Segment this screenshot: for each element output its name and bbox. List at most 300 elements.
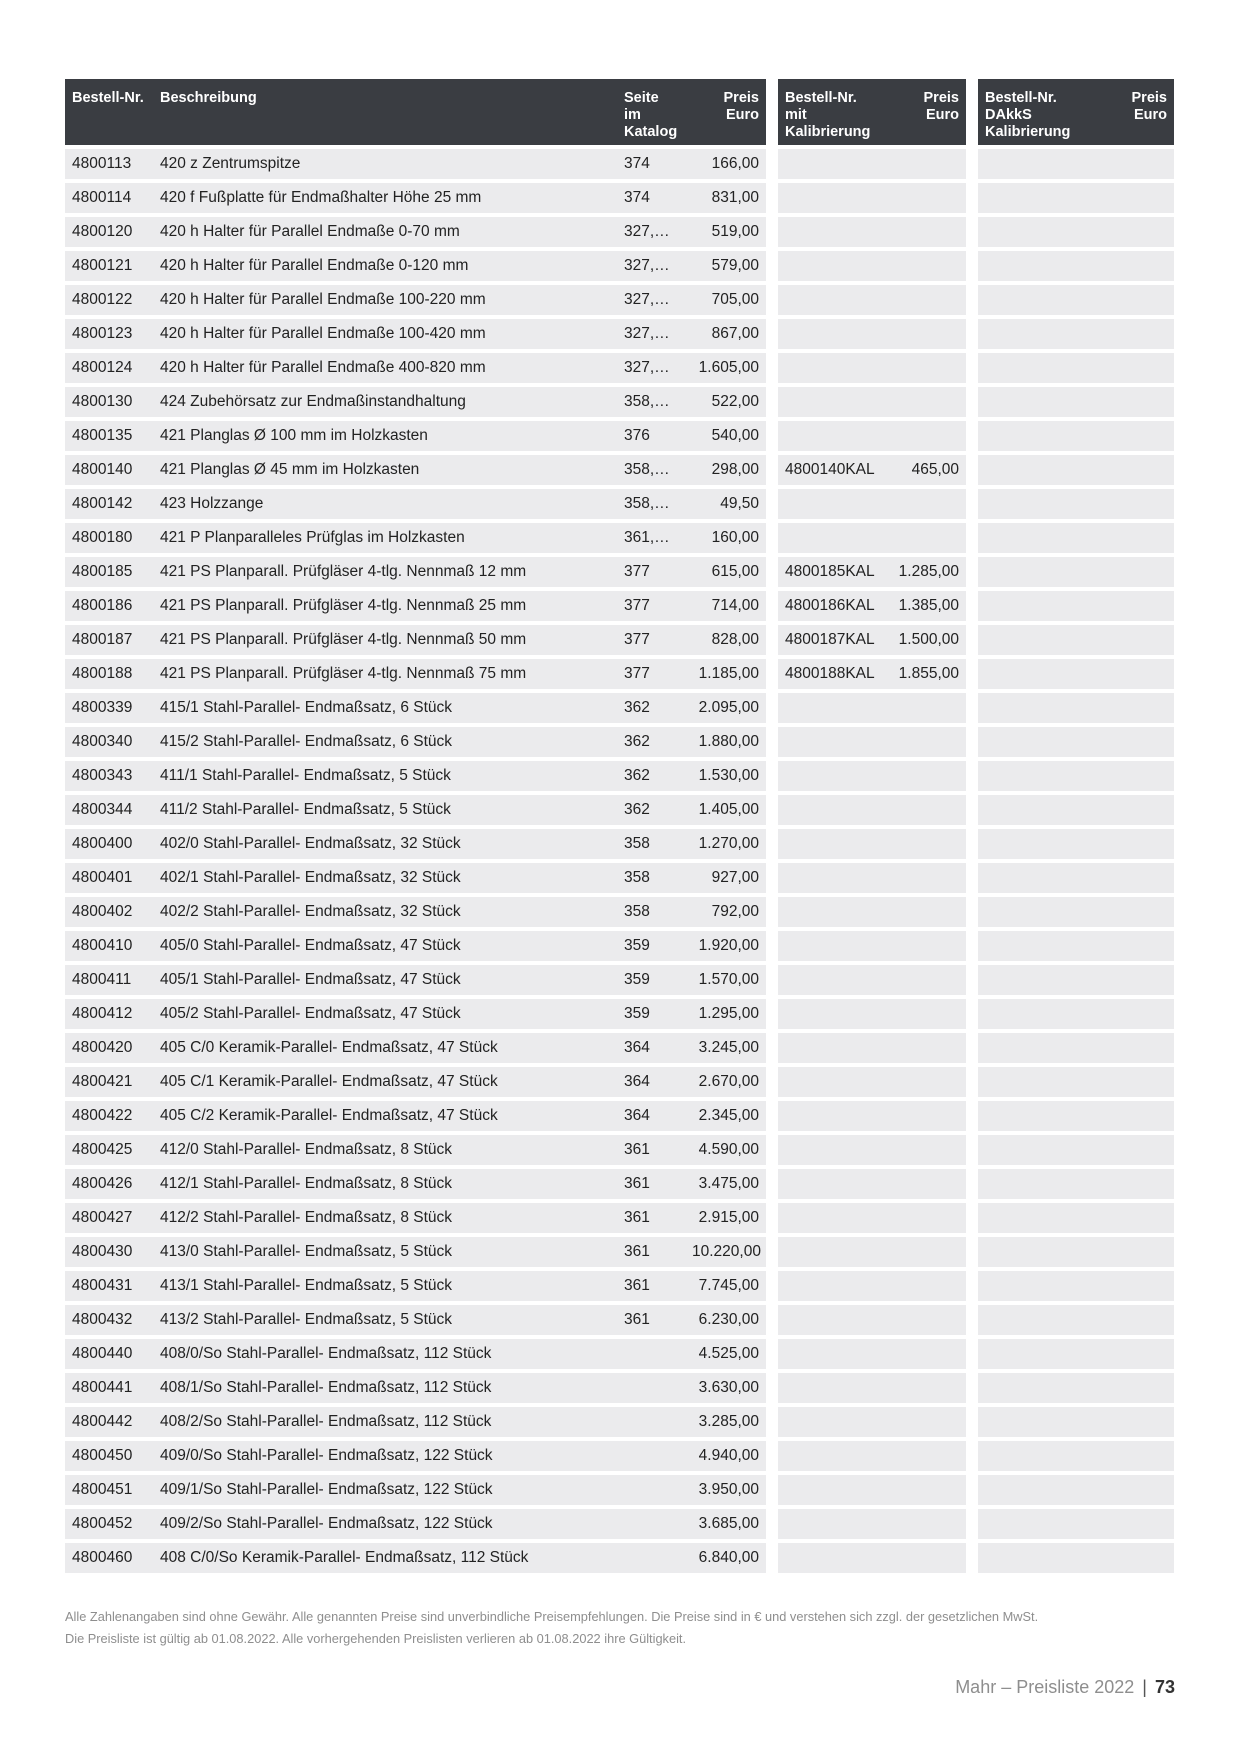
dakks-order-no-cell (978, 1441, 1118, 1471)
calibration-order-no-cell: 4800186KAL (778, 591, 890, 621)
description-cell: 412/2 Stahl-Parallel- Endmaßsatz, 8 Stück (153, 1203, 617, 1233)
dakks-order-no-cell (978, 1509, 1118, 1539)
price-cell: 615,00 (685, 557, 766, 587)
table-row (778, 285, 966, 315)
table-row (65, 285, 766, 315)
price-cell: 3.285,00 (685, 1407, 766, 1437)
calibration-price-cell (890, 1509, 966, 1539)
calibration-order-no-cell (778, 1373, 890, 1403)
table-row (978, 421, 1174, 451)
table-row (978, 1441, 1174, 1471)
description-cell: 421 Planglas Ø 100 mm im Holzkasten (153, 421, 617, 451)
calibration-order-no-cell (778, 1509, 890, 1539)
table-row (65, 387, 766, 417)
header-calibration-price: Preis Euro (890, 79, 966, 145)
description-cell: 421 Planglas Ø 45 mm im Holzkasten (153, 455, 617, 485)
order-no-cell: 4800401 (65, 863, 153, 893)
table-row (65, 897, 766, 927)
header-dakks-order-no: Bestell-Nr. DAkkS Kalibrierung (978, 79, 1118, 145)
calibration-order-no-cell (778, 1441, 890, 1471)
table-row (65, 931, 766, 961)
table-row (978, 455, 1174, 485)
dakks-order-no-cell (978, 659, 1118, 689)
table-row (778, 387, 966, 417)
catalog-page-cell: 376 (617, 421, 685, 451)
order-no-cell: 4800400 (65, 829, 153, 859)
dakks-price-cell (1118, 829, 1174, 859)
order-no-cell: 4800431 (65, 1271, 153, 1301)
calibration-order-no-cell (778, 1237, 890, 1267)
calibration-order-no-cell (778, 931, 890, 961)
table-row (778, 149, 966, 179)
calibration-price-cell (890, 1543, 966, 1573)
dakks-order-no-cell (978, 931, 1118, 961)
catalog-page-cell: 358,… (617, 455, 685, 485)
table-row (65, 761, 766, 791)
table-row (778, 1067, 966, 1097)
calibration-price-cell (890, 1067, 966, 1097)
table-row (778, 217, 966, 247)
order-no-cell: 4800441 (65, 1373, 153, 1403)
dakks-order-no-cell (978, 1067, 1118, 1097)
order-no-cell: 4800422 (65, 1101, 153, 1131)
table-row (978, 523, 1174, 553)
table-row (65, 149, 766, 179)
calibration-order-no-cell: 4800187KAL (778, 625, 890, 655)
description-cell: 420 h Halter für Parallel Endmaße 100-220 mm (153, 285, 617, 315)
calibration-price-cell (890, 1339, 966, 1369)
table-row (65, 1237, 766, 1267)
table-row (978, 149, 1174, 179)
price-cell: 828,00 (685, 625, 766, 655)
table-row (978, 251, 1174, 281)
table-row (978, 1373, 1174, 1403)
dakks-price-cell (1118, 1373, 1174, 1403)
table-row (65, 1373, 766, 1403)
price-cell: 4.525,00 (685, 1339, 766, 1369)
footnote-line-1: Alle Zahlenangaben sind ohne Gewähr. Alle genannten Preise sind unverbindliche Preisempfehlungen. Die Preise sind in € und verstehen sich zzgl. der gesetzlichen MwSt. (65, 1609, 1039, 1624)
dakks-price-cell (1118, 455, 1174, 485)
dakks-order-no-cell (978, 761, 1118, 791)
dakks-price-cell (1118, 1067, 1174, 1097)
description-cell: 402/0 Stahl-Parallel- Endmaßsatz, 32 Stück (153, 829, 617, 859)
description-cell: 420 h Halter für Parallel Endmaße 400-820 mm (153, 353, 617, 383)
table-row (65, 1203, 766, 1233)
calibration-price-table (778, 75, 966, 1577)
calibration-price-cell (890, 285, 966, 315)
catalog-page-cell: 327,… (617, 353, 685, 383)
order-no-cell: 4800450 (65, 1441, 153, 1471)
price-cell: 831,00 (685, 183, 766, 213)
calibration-order-no-cell (778, 965, 890, 995)
table-row (65, 421, 766, 451)
dakks-order-no-cell (978, 455, 1118, 485)
table-row (65, 1101, 766, 1131)
catalog-page-cell: 364 (617, 1033, 685, 1063)
calibration-price-cell (890, 387, 966, 417)
calibration-order-no-cell: 4800185KAL (778, 557, 890, 587)
dakks-order-no-cell (978, 727, 1118, 757)
calibration-order-no-cell (778, 1543, 890, 1573)
catalog-page-cell: 361 (617, 1237, 685, 1267)
price-cell: 1.405,00 (685, 795, 766, 825)
calibration-order-no-cell (778, 1101, 890, 1131)
price-cell: 867,00 (685, 319, 766, 349)
calibration-order-no-cell: 4800140KAL (778, 455, 890, 485)
order-no-cell: 4800343 (65, 761, 153, 791)
dakks-order-no-cell (978, 829, 1118, 859)
table-row (978, 1407, 1174, 1437)
catalog-page-cell: 374 (617, 183, 685, 213)
order-no-cell: 4800440 (65, 1339, 153, 1369)
price-cell: 1.920,00 (685, 931, 766, 961)
price-cell: 579,00 (685, 251, 766, 281)
header-description: Beschreibung (153, 79, 617, 145)
dakks-order-no-cell (978, 1169, 1118, 1199)
calibration-price-cell (890, 1271, 966, 1301)
dakks-price-cell (1118, 557, 1174, 587)
dakks-order-no-cell (978, 251, 1118, 281)
calibration-price-cell: 1.385,00 (890, 591, 966, 621)
price-cell: 160,00 (685, 523, 766, 553)
dakks-order-no-cell (978, 1339, 1118, 1369)
catalog-page-cell: 327,… (617, 217, 685, 247)
calibration-price-cell (890, 251, 966, 281)
table-row (978, 387, 1174, 417)
table-row (978, 1203, 1174, 1233)
header-calibration-order-no: Bestell-Nr. mit Kalibrierung (778, 79, 890, 145)
price-cell: 6.230,00 (685, 1305, 766, 1335)
catalog-page-cell: 362 (617, 693, 685, 723)
dakks-price-cell (1118, 1475, 1174, 1505)
calibration-price-cell (890, 795, 966, 825)
price-cell: 2.345,00 (685, 1101, 766, 1131)
catalog-page-cell: 327,… (617, 285, 685, 315)
table-row (978, 1271, 1174, 1301)
dakks-order-no-cell (978, 1101, 1118, 1131)
catalog-page-cell: 361 (617, 1169, 685, 1199)
calibration-price-cell (890, 931, 966, 961)
dakks-price-cell (1118, 897, 1174, 927)
calibration-price-cell (890, 1475, 966, 1505)
catalog-page-cell: 374 (617, 149, 685, 179)
calibration-order-no-cell (778, 353, 890, 383)
dakks-price-cell (1118, 625, 1174, 655)
order-no-cell: 4800185 (65, 557, 153, 587)
calibration-order-no-cell (778, 285, 890, 315)
table-row (65, 659, 766, 689)
order-no-cell: 4800410 (65, 931, 153, 961)
calibration-order-no-cell (778, 1271, 890, 1301)
table-row (978, 285, 1174, 315)
table-row (65, 1169, 766, 1199)
table-row (978, 761, 1174, 791)
dakks-order-no-cell (978, 1407, 1118, 1437)
table-row (978, 319, 1174, 349)
description-cell: 411/1 Stahl-Parallel- Endmaßsatz, 5 Stück (153, 761, 617, 791)
table-row (65, 319, 766, 349)
dakks-order-no-cell (978, 523, 1118, 553)
table-row (65, 1407, 766, 1437)
order-no-cell: 4800114 (65, 183, 153, 213)
table-row (65, 1067, 766, 1097)
dakks-price-cell (1118, 183, 1174, 213)
table-row (65, 965, 766, 995)
description-cell: 421 PS Planparall. Prüfgläser 4-tlg. Nennmaß 75 mm (153, 659, 617, 689)
order-no-cell: 4800426 (65, 1169, 153, 1199)
footer-separator: | (1142, 1677, 1147, 1697)
catalog-page-cell: 358,… (617, 489, 685, 519)
catalog-page-cell: 361,… (617, 523, 685, 553)
calibration-order-no-cell (778, 795, 890, 825)
dakks-order-no-cell (978, 183, 1118, 213)
table-row (778, 421, 966, 451)
dakks-order-no-cell (978, 387, 1118, 417)
dakks-order-no-cell (978, 149, 1118, 179)
dakks-price-cell (1118, 761, 1174, 791)
calibration-order-no-cell: 4800188KAL (778, 659, 890, 689)
table-row (978, 1237, 1174, 1267)
calibration-order-no-cell (778, 319, 890, 349)
catalog-page-cell (617, 1441, 685, 1471)
catalog-page-cell: 364 (617, 1101, 685, 1131)
catalog-page-cell (617, 1407, 685, 1437)
dakks-order-no-cell (978, 353, 1118, 383)
page-number: 73 (1154, 1677, 1175, 1697)
table-row (778, 829, 966, 859)
calibration-order-no-cell (778, 523, 890, 553)
description-cell: 409/0/So Stahl-Parallel- Endmaßsatz, 122 Stück (153, 1441, 617, 1471)
calibration-price-cell: 1.855,00 (890, 659, 966, 689)
description-cell: 408/1/So Stahl-Parallel- Endmaßsatz, 112 Stück (153, 1373, 617, 1403)
dakks-price-cell (1118, 1169, 1174, 1199)
calibration-order-no-cell (778, 421, 890, 451)
calibration-order-no-cell (778, 829, 890, 859)
description-cell: 413/2 Stahl-Parallel- Endmaßsatz, 5 Stück (153, 1305, 617, 1335)
price-cell: 10.220,00 (685, 1237, 766, 1267)
calibration-price-cell (890, 1237, 966, 1267)
dakks-order-no-cell (978, 897, 1118, 927)
header-price: Preis Euro (685, 79, 766, 145)
order-no-cell: 4800427 (65, 1203, 153, 1233)
dakks-price-cell (1118, 727, 1174, 757)
table-row (65, 1475, 766, 1505)
description-cell: 411/2 Stahl-Parallel- Endmaßsatz, 5 Stück (153, 795, 617, 825)
price-cell: 298,00 (685, 455, 766, 485)
dakks-price-cell (1118, 1033, 1174, 1063)
table-row (978, 1169, 1174, 1199)
catalog-page-cell: 358,… (617, 387, 685, 417)
table-row (778, 1271, 966, 1301)
table-row (778, 659, 966, 689)
order-no-cell: 4800412 (65, 999, 153, 1029)
dakks-order-no-cell (978, 1271, 1118, 1301)
catalog-page-cell: 362 (617, 795, 685, 825)
dakks-order-no-cell (978, 1237, 1118, 1267)
page-footer (955, 1677, 1175, 1698)
calibration-price-cell (890, 965, 966, 995)
catalog-page-cell: 362 (617, 727, 685, 757)
table-row (778, 1509, 966, 1539)
footer-title: Mahr – Preisliste 2022 (955, 1677, 1135, 1697)
calibration-order-no-cell (778, 217, 890, 247)
table-row (978, 1033, 1174, 1063)
catalog-page-cell: 359 (617, 999, 685, 1029)
price-cell: 1.185,00 (685, 659, 766, 689)
table-row (65, 1033, 766, 1063)
calibration-price-cell (890, 217, 966, 247)
table-row (65, 1441, 766, 1471)
dakks-price-table (978, 75, 1174, 1577)
description-cell: 409/1/So Stahl-Parallel- Endmaßsatz, 122 Stück (153, 1475, 617, 1505)
description-cell: 408/0/So Stahl-Parallel- Endmaßsatz, 112 Stück (153, 1339, 617, 1369)
price-cell: 4.940,00 (685, 1441, 766, 1471)
calibration-price-cell (890, 523, 966, 553)
price-cell: 49,50 (685, 489, 766, 519)
table-row (65, 183, 766, 213)
order-no-cell: 4800187 (65, 625, 153, 655)
catalog-page-cell (617, 1373, 685, 1403)
dakks-order-no-cell (978, 1203, 1118, 1233)
catalog-page-cell: 359 (617, 965, 685, 995)
calibration-order-no-cell (778, 1475, 890, 1505)
table-row (65, 251, 766, 281)
catalog-page-cell (617, 1543, 685, 1573)
price-cell: 714,00 (685, 591, 766, 621)
table-row (65, 455, 766, 485)
description-cell: 421 PS Planparall. Prüfgläser 4-tlg. Nennmaß 50 mm (153, 625, 617, 655)
order-no-cell: 4800421 (65, 1067, 153, 1097)
calibration-order-no-cell (778, 1339, 890, 1369)
order-no-cell: 4800452 (65, 1509, 153, 1539)
order-no-cell: 4800432 (65, 1305, 153, 1335)
table-row (65, 1135, 766, 1165)
header-catalog-page: Seite im Katalog (617, 79, 685, 145)
price-cell: 3.950,00 (685, 1475, 766, 1505)
calibration-order-no-cell (778, 251, 890, 281)
calibration-price-cell (890, 693, 966, 723)
price-cell: 705,00 (685, 285, 766, 315)
dakks-order-no-cell (978, 319, 1118, 349)
description-cell: 420 f Fußplatte für Endmaßhalter Höhe 25 mm (153, 183, 617, 213)
dakks-order-no-cell (978, 625, 1118, 655)
calibration-price-cell (890, 421, 966, 451)
dakks-price-cell (1118, 1203, 1174, 1233)
table-row (978, 1339, 1174, 1369)
catalog-page-cell (617, 1509, 685, 1539)
dakks-price-cell (1118, 489, 1174, 519)
order-no-cell: 4800124 (65, 353, 153, 383)
calibration-order-no-cell (778, 1067, 890, 1097)
table-row (978, 863, 1174, 893)
table-row (978, 217, 1174, 247)
dakks-table-header (978, 79, 1174, 145)
table-row (778, 1407, 966, 1437)
dakks-price-cell (1118, 421, 1174, 451)
table-row (978, 727, 1174, 757)
table-row (65, 353, 766, 383)
table-row (978, 625, 1174, 655)
table-row (978, 489, 1174, 519)
table-row (778, 625, 966, 655)
calibration-price-cell (890, 897, 966, 927)
table-row (65, 1339, 766, 1369)
price-cell: 2.915,00 (685, 1203, 766, 1233)
price-cell: 166,00 (685, 149, 766, 179)
description-cell: 413/0 Stahl-Parallel- Endmaßsatz, 5 Stück (153, 1237, 617, 1267)
catalog-page-cell: 358 (617, 829, 685, 859)
price-cell: 4.590,00 (685, 1135, 766, 1165)
table-row (978, 965, 1174, 995)
calibration-table-header (778, 79, 966, 145)
calibration-order-no-cell (778, 1203, 890, 1233)
table-row (778, 591, 966, 621)
order-no-cell: 4800344 (65, 795, 153, 825)
calibration-order-no-cell (778, 1169, 890, 1199)
calibration-price-cell (890, 1203, 966, 1233)
main-table-header (65, 79, 766, 145)
price-cell: 1.570,00 (685, 965, 766, 995)
catalog-page-cell: 359 (617, 931, 685, 961)
dakks-price-cell (1118, 1407, 1174, 1437)
table-row (978, 1475, 1174, 1505)
price-cell: 1.270,00 (685, 829, 766, 859)
table-row (978, 999, 1174, 1029)
description-cell: 420 h Halter für Parallel Endmaße 100-420 mm (153, 319, 617, 349)
order-no-cell: 4800140 (65, 455, 153, 485)
dakks-price-cell (1118, 1441, 1174, 1471)
dakks-order-no-cell (978, 1543, 1118, 1573)
catalog-page-cell: 361 (617, 1305, 685, 1335)
catalog-page-cell: 377 (617, 591, 685, 621)
table-row (778, 1305, 966, 1335)
order-no-cell: 4800188 (65, 659, 153, 689)
table-row (978, 183, 1174, 213)
table-row (978, 353, 1174, 383)
table-row (778, 455, 966, 485)
main-price-table (65, 75, 766, 1577)
table-row (778, 727, 966, 757)
table-row (778, 1441, 966, 1471)
table-row (978, 829, 1174, 859)
calibration-order-no-cell (778, 183, 890, 213)
table-row (65, 489, 766, 519)
table-row (65, 693, 766, 723)
order-no-cell: 4800402 (65, 897, 153, 927)
catalog-page-cell: 361 (617, 1271, 685, 1301)
calibration-price-cell (890, 1305, 966, 1335)
table-row (65, 1509, 766, 1539)
calibration-price-cell (890, 353, 966, 383)
dakks-price-cell (1118, 1509, 1174, 1539)
calibration-price-cell (890, 1373, 966, 1403)
table-row (778, 1237, 966, 1267)
dakks-order-no-cell (978, 795, 1118, 825)
calibration-price-cell (890, 1441, 966, 1471)
price-cell: 6.840,00 (685, 1543, 766, 1573)
description-cell: 405 C/2 Keramik-Parallel- Endmaßsatz, 47 Stück (153, 1101, 617, 1131)
table-row (65, 217, 766, 247)
table-row (65, 625, 766, 655)
order-no-cell: 4800142 (65, 489, 153, 519)
footnote (65, 1606, 1038, 1650)
table-row (65, 1543, 766, 1573)
price-cell: 1.880,00 (685, 727, 766, 757)
table-row (778, 353, 966, 383)
price-cell: 2.670,00 (685, 1067, 766, 1097)
table-row (778, 693, 966, 723)
order-no-cell: 4800451 (65, 1475, 153, 1505)
